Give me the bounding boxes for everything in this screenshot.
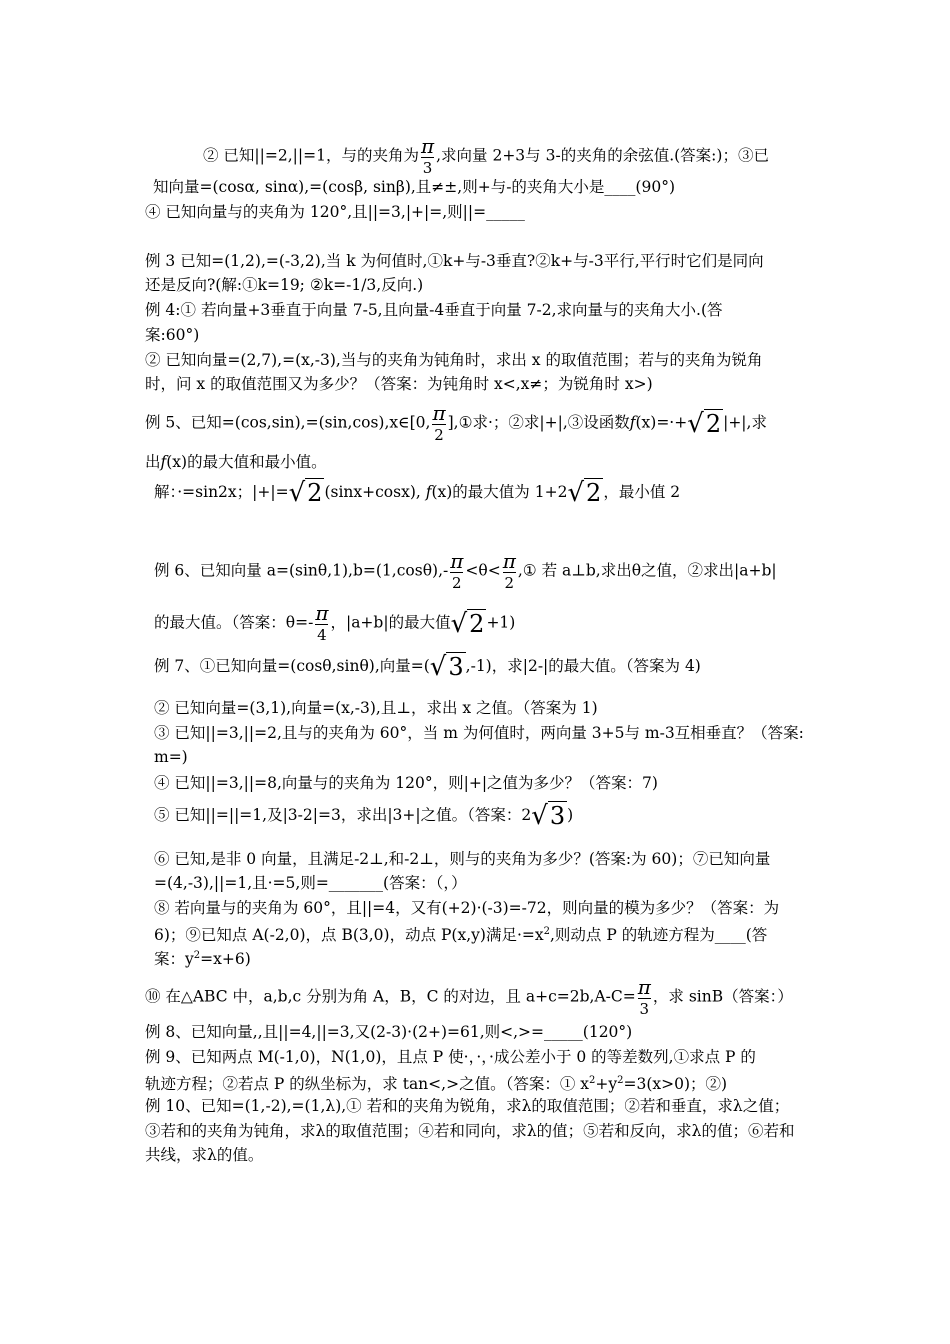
text-segment: ⑩ 在△ABC 中，a,b,c 分别为角 A，B，C 的对边，且 a+c=2b,A-C= [145,987,636,1006]
text-segment: 轨迹方程；②若点 P 的纵坐标为，求 tan<,>之值。（答案：① x [145,1075,589,1094]
superscript: 2 [589,1075,596,1086]
text-segment: 例 5、已知=(cos,sin),=(sin,cos),x∈[0, [145,413,431,432]
fraction-denominator: 2 [504,574,515,592]
text-line: 出𝑓(x)的最大值和最小值。 [145,453,327,471]
text-segment: 6)；⑨已知点 A(-2,0)，点 B(3,0)，动点 P(x,y)满足·=x [154,926,544,945]
text-line: ④ 已知||=3,||=8,向量与的夹角为 120°，则|+|之值为多少？（答案：7) [154,774,658,792]
text-segment: ,则动点 P 的轨迹方程为____(答 [549,926,768,945]
radicand: 3 [448,653,464,681]
square-root: √2 [288,478,323,508]
text-line: 案:60°) [145,326,200,344]
text-segment: ，|a+b|的最大值 [330,613,451,632]
text-segment: =x+6) [200,950,251,969]
fraction-denominator: 3 [422,159,433,177]
text-line: 例 3 已知=(1,2),=(-3,2),当 k 为何值时,①k+与-3垂直?②k+与-3平行,平行时它们是同向 [145,252,764,270]
text-line [154,801,573,831]
superscript: 2 [193,950,201,961]
fraction [638,976,651,1019]
text-segment: ,-1)，求|2-|的最大值。（答案为 4) [465,657,701,675]
text-line [154,945,251,970]
text-line: ② 已知向量=(2,7),=(x,-3),当与的夹角为钝角时，求出 x 的取值范围；若与的夹角为锐角 [145,351,763,369]
fraction-numerator: π [450,549,464,573]
superscript: 2 [543,926,550,937]
text-line [154,652,701,682]
text-segment: ，最小值 2 [603,483,681,501]
text-line [145,1070,727,1095]
text-line: ③ 已知||=3,||=2,且与的夹角为 60°，当 m 为何值时，两向量 3+5与 m-3互相垂直？（答案: [154,724,804,742]
text-line [145,402,767,445]
text-segment: <θ< [465,561,501,580]
text-segment: |+|,求 [723,413,767,432]
fraction-denominator: 3 [639,1000,650,1018]
text-line: ④ 已知向量与的夹角为 120°,且||=3,|+|=,则||=_____ [145,203,525,221]
text-segment: 的最大值。（答案：θ=- [154,613,314,632]
square-root: √2 [450,608,485,639]
fraction-denominator: 4 [317,626,327,644]
text-line: ⑥ 已知,是非 0 向量，且满足-2⊥,和-2⊥，则与的夹角为多少？(答案:为 60)；⑦已知向量 [154,850,771,868]
fraction [315,602,328,645]
text-line [203,135,769,178]
fraction-denominator: 2 [452,574,462,592]
text-line: 时，问 x 的取值范围又为多少？（答案：为钝角时 x<,x≠；为锐角时 x>) [145,375,653,393]
text-segment: 案：y [154,950,194,969]
radicand: 3 [549,802,566,830]
text-segment: =3(x>0)；②) [623,1075,728,1094]
square-root: √2 [567,478,602,508]
text-segment: +1) [486,613,516,632]
text-segment: ],①求·；②求|+|,③设函数𝑓(x)=·+ [447,413,688,432]
text-segment: 例 7、①已知向量=(cosθ,sinθ),向量=( [154,657,430,675]
text-line: 还是反向?(解:①k=19; ②k=-1/3,反向.) [145,276,424,294]
text-line: ⑧ 若向量与的夹角为 60°，且||=4，又有(+2)·(-3)=-72，则向量的模为多少？（答案：为 [154,899,780,917]
text-line: ② 已知向量=(3,1),向量=(x,-3),且⊥，求出 x 之值。（答案为 1) [154,699,598,717]
text-line: =(4,-3),||=1,且·=5,则=_______(答案：（，） [154,874,467,892]
fraction [450,550,463,593]
text-segment: ② 已知||=2,||=1，与的夹角为 [203,146,419,165]
text-segment: 解：·=sin2x；|+|= [154,483,289,501]
radicand: 2 [586,479,602,507]
text-line: ③若和的夹角为钝角，求λ的取值范围；④若和同向，求λ的值；⑤若和反向，求λ的值；⑥若和 [145,1122,795,1140]
fraction-numerator: π [502,549,516,573]
text-segment: ,求向量 2+3与 3-的夹角的余弦值.(答案:)；③已 [436,146,769,165]
square-root: √2 [687,408,722,439]
fraction [432,402,445,445]
text-line [154,478,680,508]
text-segment: (sinx+cosx), 𝑓(x)的最大值为 1+2 [324,483,568,501]
superscript: 2 [617,1075,624,1086]
text-segment: 例 6、已知向量 a=(sinθ,1),b=(1,cosθ),- [154,561,449,580]
fraction-numerator: π [637,975,651,999]
text-line: 例 10、已知=(1,-2),=(1,λ),① 若和的夹角为锐角，求λ的取值范围；②若和垂直，求λ之值； [145,1097,790,1115]
radicand: 2 [307,479,323,507]
text-segment: ，求 sinB（答案：） [652,987,793,1006]
text-line [154,602,515,645]
radicand: 2 [705,409,722,438]
fraction-numerator: π [432,401,446,425]
text-segment: ,① 若 a⊥b,求出θ之值，②求出|a+b| [517,561,777,580]
fraction [503,550,516,593]
text-line [145,976,793,1019]
radicand: 2 [469,609,485,638]
text-line: m=) [154,748,188,766]
text-line [154,921,767,946]
fraction-numerator: π [315,601,329,625]
text-line [154,550,777,593]
text-line: 例 8、已知向量,,且||=4,||=3,又(2-3)·(2+)=61,则<,>=_____(120°) [145,1023,633,1041]
fraction-denominator: 2 [434,426,444,444]
text-segment: ⑤ 已知||=||=1,及|3-2|=3，求出|3+|之值。（答案：2 [154,806,532,824]
text-line: 例 9、已知两点 M(-1,0)，N(1,0)，且点 P 使·，·，·成公差小于 0 的等差数列,①求点 P 的 [145,1048,756,1066]
text-segment: ) [567,806,574,824]
text-line: 共线，求λ的值。 [145,1146,264,1164]
fraction-numerator: π [420,134,435,158]
square-root: √3 [429,652,464,682]
text-segment: +y [595,1075,618,1094]
square-root: √3 [531,801,566,831]
fraction [421,135,434,178]
text-line: 知向量=(cosα, sinα),=(cosβ, sinβ),且≠±,则+与-的夹角大小是____(90°) [153,178,675,196]
text-line: 例 4:① 若向量+3垂直于向量 7-5,且向量-4垂直于向量 7-2,求向量与的夹角大小.(答 [145,301,723,319]
